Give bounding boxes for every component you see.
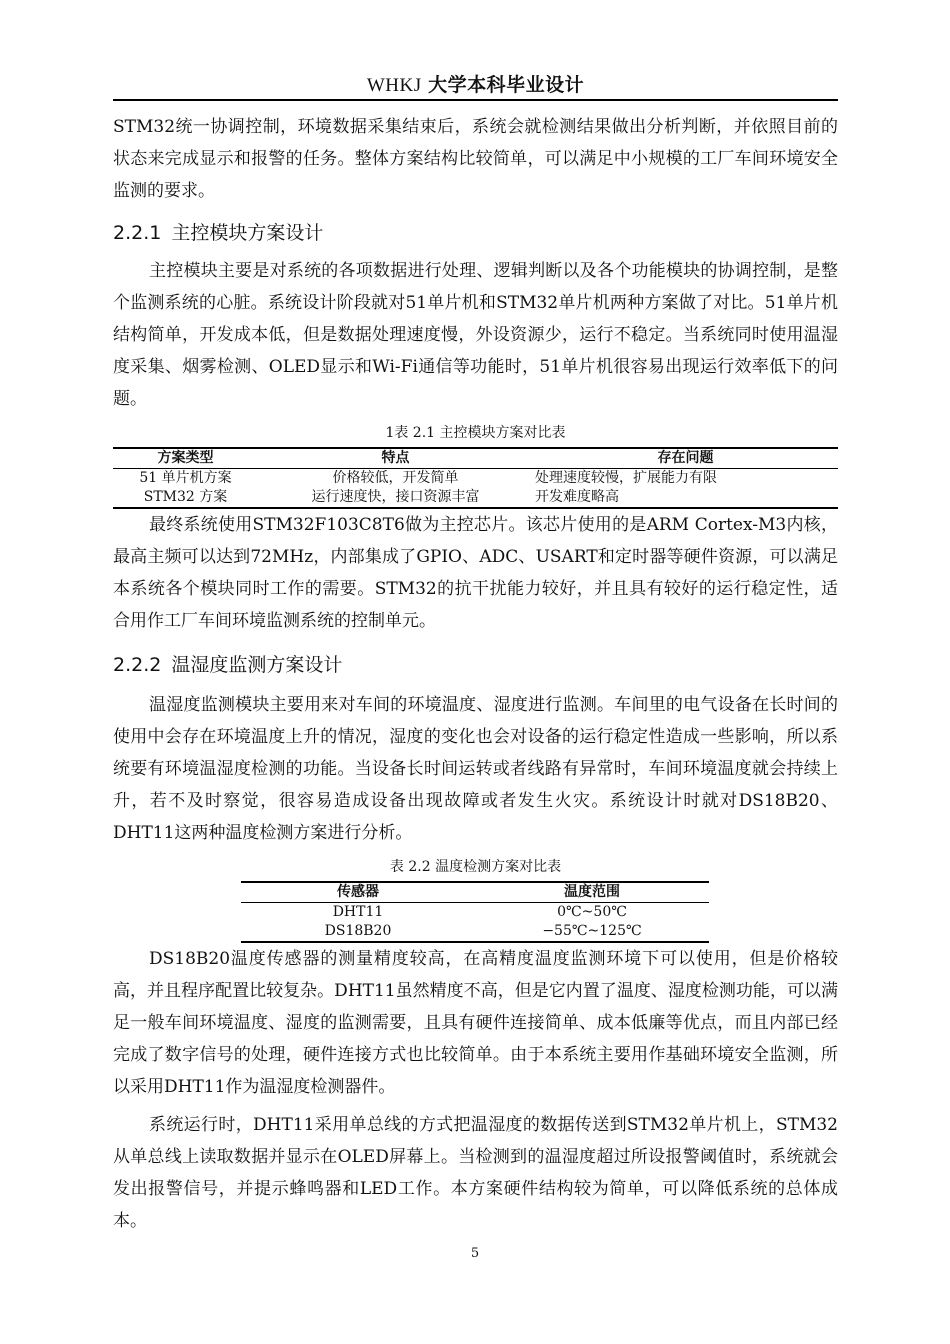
table-caption-2-1: 1表 2.1 主控模块方案对比表 <box>385 425 566 441</box>
table-cell: 开发难度略高 <box>533 488 838 508</box>
paragraph-system-operation: 系统运行时，DHT11采用单总线的方式把温湿度的数据传送到STM32单片机上，STM32从单总线上读取数据并显示在OLED屏幕上。当检测到的温湿度超过所设报警阈值时，系统就会发出报警信号，并提示蜂鸣器和LED工作。本方案硬件结构较为简单，可以降低系统的总体成本。 <box>113 1115 838 1231</box>
paragraph-intro-continued: STM32统一协调控制，环境数据采集结束后，系统会就检测结果做出分析判断，并依照目前的状态来完成显示和报警的任务。整体方案结构比较简单，可以满足中小规模的工厂车间环境安全监测的要求。 <box>113 117 838 201</box>
table-header-cell: 温度范围 <box>475 882 709 903</box>
table-row <box>241 903 709 923</box>
comparison-table-temp-sensor <box>241 881 709 943</box>
table-cell: −55℃~125℃ <box>475 922 709 942</box>
table-header-cell: 方案类型 <box>113 448 258 469</box>
table-header-cell: 特点 <box>258 448 533 469</box>
table-cell: 51 单片机方案 <box>139 470 232 486</box>
paragraph-main-control: 主控模块主要是对系统的各项数据进行处理、逻辑判断以及各个功能模块的协调控制，是整个监测系统的心脏。系统设计阶段就对51单片机和STM32单片机两种方案做了对比。51单片机结构简单，开发成本低，但是数据处理速度慢，外设资源少，运行不稳定。当系统同时使用温湿度采集、烟雾检测、OLED显示和Wi-Fi通信等功能时，51单片机很容易出现运行效率低下的问题。 <box>113 261 838 409</box>
section-heading-temp-humidity <box>113 645 838 685</box>
paragraph-stm32-choice: 最终系统使用STM32F103C8T6做为主控芯片。该芯片使用的是ARM Cortex-M3内核，最高主频可以达到72MHz，内部集成了GPIO、ADC、USART和定时器等硬件资源，可以满足本系统各个模块同时工作的需要。STM32的抗干扰能力较好，并且具有较好的运行稳定性，适合用作工厂车间环境监测系统的控制单元。 <box>113 515 838 631</box>
table-cell: DS18B20 <box>241 922 475 942</box>
page-body <box>113 111 838 1237</box>
comparison-table-main-control <box>113 447 838 509</box>
table-header-cell: 传感器 <box>241 882 475 903</box>
page-header <box>113 70 838 97</box>
section-number: 2.2.2 <box>113 654 162 676</box>
table-header-row <box>241 882 709 903</box>
header-title-latin: WHKJ <box>366 75 422 96</box>
page-number: 5 <box>470 1246 480 1261</box>
table-cell: 价格较低，开发简单 <box>332 470 459 486</box>
section-number: 2.2.1 <box>113 222 162 244</box>
table-caption-2-2: 表 2.2 温度检测方案对比表 <box>389 859 562 875</box>
paragraph-temp-humidity: 温湿度监测模块主要用来对车间的环境温度、湿度进行监测。车间里的电气设备在长时间的使用中会存在环境温度上升的情况，湿度的变化也会对设备的运行稳定性造成一些影响，所以系统要有环境温湿度检测的功能。当设备长时间运转或者线路有异常时，车间环境温度就会持续上升，若不及时察觉，很容易造成设备出现故障或者发生火灾。系统设计时就对DS18B20、DHT11这两种温度检测方案进行分析。 <box>113 695 838 843</box>
section-title: 温湿度监测方案设计 <box>171 654 343 676</box>
header-rule <box>113 99 838 101</box>
table-cell: STM32 方案 <box>113 488 258 508</box>
table-row <box>113 469 838 489</box>
table-cell: 处理速度较慢，扩展能力有限 <box>535 470 717 486</box>
table-cell: 运行速度快，接口资源丰富 <box>258 488 533 508</box>
table-row <box>113 488 838 508</box>
section-heading-main-control <box>113 213 838 253</box>
section-title: 主控模块方案设计 <box>171 222 324 244</box>
table-cell: DHT11 <box>332 904 384 920</box>
table-row <box>241 922 709 942</box>
header-title-cjk: 大学本科毕业设计 <box>428 74 585 96</box>
table-header-cell: 存在问题 <box>533 448 838 469</box>
paragraph-dht11-choice: DS18B20温度传感器的测量精度较高，在高精度温度监测环境下可以使用，但是价格较高，并且程序配置比较复杂。DHT11虽然精度不高，但是它内置了温度、湿度检测功能，可以满足一般车间环境温度、湿度的监测需要，且具有硬件连接简单、成本低廉等优点，而且内部已经完成了数字信号的处理，硬件连接方式也比较简单。由于本系统主要用作基础环境安全监测，所以采用DHT11作为温湿度检测器件。 <box>113 949 838 1097</box>
table-header-row <box>113 448 838 469</box>
table-cell: 0℃~50℃ <box>557 904 627 920</box>
